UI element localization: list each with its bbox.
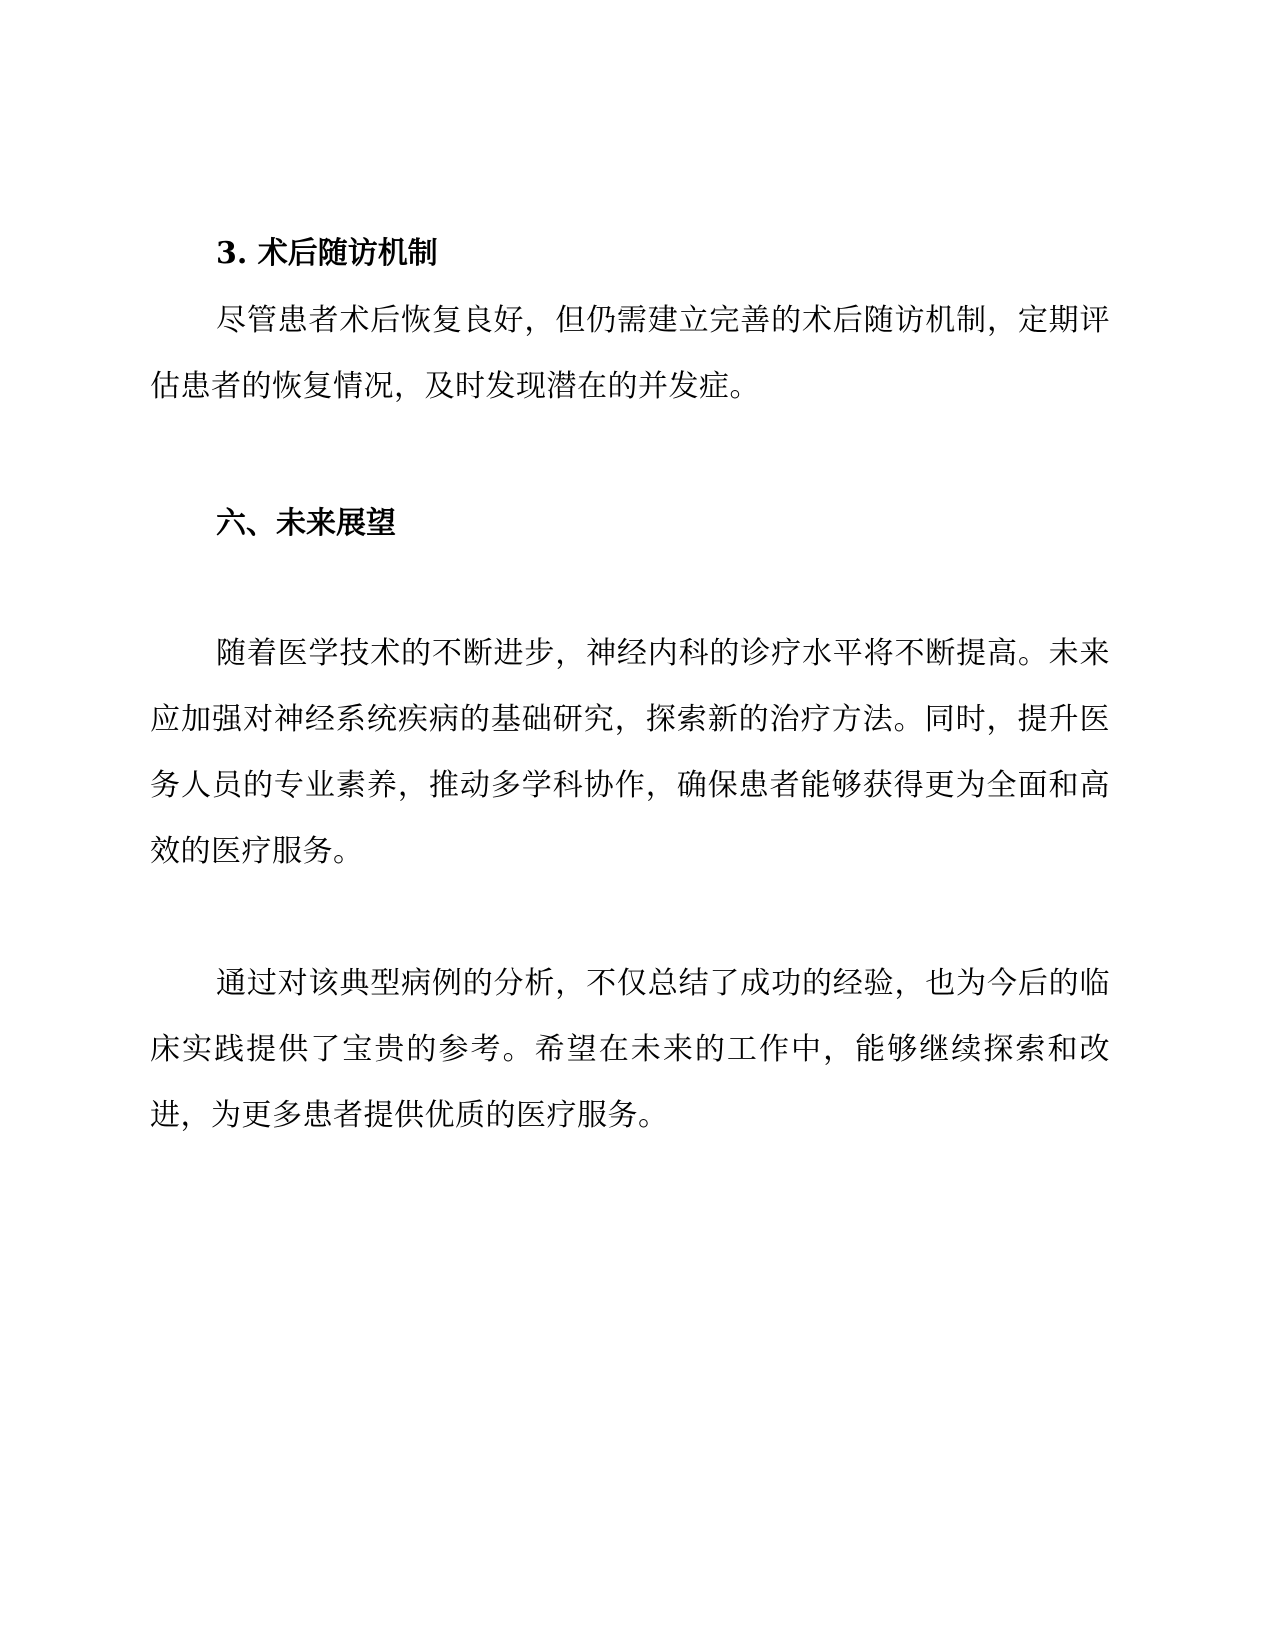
paragraph-followup: 尽管患者术后恢复良好，但仍需建立完善的术后随访机制，定期评估患者的恢复情况，及时发现潜在的并发症。 [150, 303, 1110, 404]
paragraph-outlook: 随着医学技术的不断进步，神经内科的诊疗水平将不断提高。未来应加强对神经系统疾病的基础研究，探索新的治疗方法。同时，提升医务人员的专业素养，推动多学科协作，确保患者能够获得更为全面和高效的医疗服务。 [150, 636, 1110, 869]
section-heading-followup: 3. 术后随访机制 [216, 236, 438, 271]
paragraph-closing: 通过对该典型病例的分析，不仅总结了成功的经验，也为今后的临床实践提供了宝贵的参考。希望在未来的工作中，能够继续探索和改进，为更多患者提供优质的医疗服务。 [150, 966, 1110, 1133]
section-heading-outlook: 六、未来展望 [216, 506, 396, 541]
